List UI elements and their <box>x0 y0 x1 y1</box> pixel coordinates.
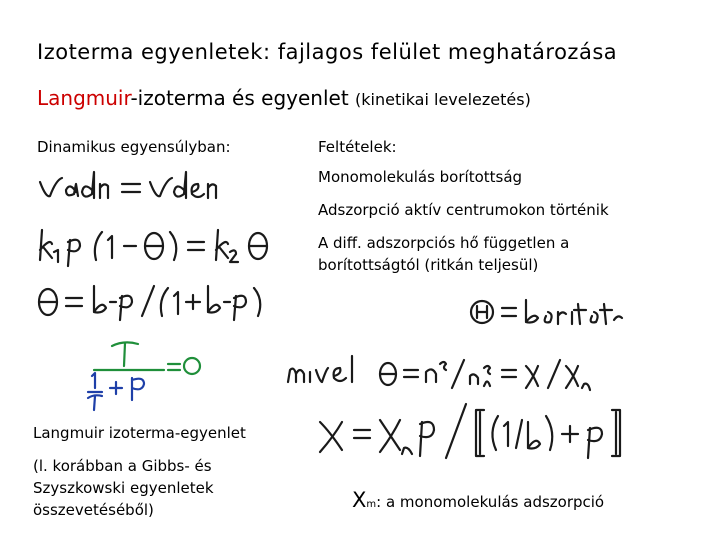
subtitle-main: -izoterma és egyenlet <box>130 86 349 110</box>
handwritten-theta-definition <box>466 294 626 332</box>
handwritten-kinetic-equation <box>36 226 276 268</box>
xm-subscript: m <box>366 499 377 510</box>
xm-symbol: X <box>352 488 367 512</box>
condition-3: A diff. adszorpciós hő független a borítottságtól (ritkán teljesül) <box>318 234 570 274</box>
subtitle-accent: Langmuir <box>37 86 131 110</box>
subtitle-note: (kinetikai levelezetés) <box>355 90 531 109</box>
xm-text: : a monomolekulás adszorpció <box>376 493 605 511</box>
handwritten-reciprocal-equation <box>84 336 214 412</box>
left-heading: Dinamikus egyensúlyban: <box>37 138 231 156</box>
handwritten-final-equation <box>316 402 656 462</box>
handwritten-since-relation <box>284 352 604 396</box>
right-heading: Feltételek: <box>318 138 397 156</box>
langmuir-equation-label: Langmuir izoterma-egyenlet <box>33 424 246 442</box>
xm-note <box>352 488 604 512</box>
slide-subtitle <box>37 86 531 110</box>
handwritten-rate-equality <box>36 168 226 210</box>
handwritten-theta-equation <box>36 282 276 324</box>
condition-1: Monomolekulás borítottság <box>318 168 523 186</box>
langmuir-equation-note: (l. korábban a Gibbs- és Szyszkowski egyenletek összevetéséből) <box>33 457 214 519</box>
condition-2: Adszorpció aktív centrumokon történik <box>318 201 609 219</box>
slide-title: Izoterma egyenletek: fajlagos felület meghatározása <box>37 40 618 64</box>
